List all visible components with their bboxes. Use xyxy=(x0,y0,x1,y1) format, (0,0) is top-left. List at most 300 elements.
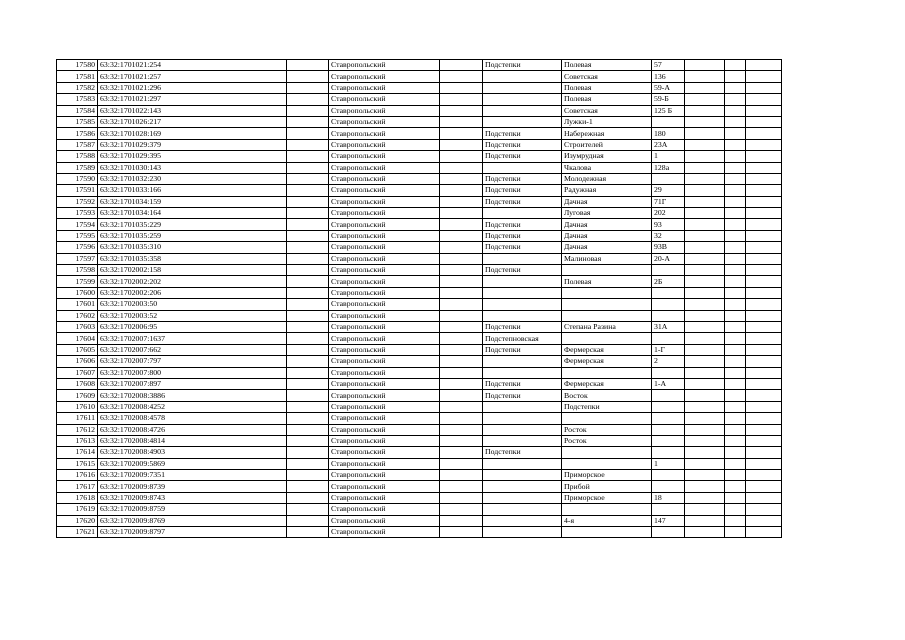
locality-cell: Подстепки xyxy=(483,378,562,389)
empty-cell xyxy=(685,287,725,298)
district-cell: Ставропольский xyxy=(329,196,440,207)
street-cell xyxy=(562,287,652,298)
empty-cell xyxy=(685,321,725,332)
row-number-cell: 17593 xyxy=(57,208,98,219)
cadastral-number-cell: 63:32:1702007:897 xyxy=(98,378,287,389)
empty-cell xyxy=(725,515,746,526)
locality-cell xyxy=(483,94,562,105)
table-row xyxy=(57,367,782,378)
empty-cell xyxy=(725,253,746,264)
street-cell: Дачная xyxy=(562,242,652,253)
table-row xyxy=(57,435,782,446)
locality-cell: Подстепки xyxy=(483,219,562,230)
street-cell: Малиновая xyxy=(562,253,652,264)
house-number-cell: 1 xyxy=(652,458,685,469)
empty-cell xyxy=(725,390,746,401)
table-body xyxy=(57,60,782,538)
cadastral-number-cell: 63:32:1701032:230 xyxy=(98,173,287,184)
empty-cell xyxy=(287,265,329,276)
row-number-cell: 17598 xyxy=(57,265,98,276)
empty-cell xyxy=(725,378,746,389)
house-number-cell xyxy=(652,299,685,310)
empty-cell xyxy=(746,504,782,515)
empty-cell xyxy=(725,447,746,458)
empty-cell xyxy=(287,242,329,253)
street-cell: Чкалова xyxy=(562,162,652,173)
empty-cell xyxy=(685,94,725,105)
empty-cell xyxy=(725,116,746,127)
empty-cell xyxy=(440,470,483,481)
empty-cell xyxy=(685,527,725,538)
empty-cell xyxy=(287,162,329,173)
empty-cell xyxy=(746,458,782,469)
empty-cell xyxy=(287,219,329,230)
house-number-cell: 202 xyxy=(652,208,685,219)
district-cell: Ставропольский xyxy=(329,242,440,253)
street-cell xyxy=(562,527,652,538)
empty-cell xyxy=(287,435,329,446)
row-number-cell: 17611 xyxy=(57,413,98,424)
locality-cell: Подстепки xyxy=(483,390,562,401)
cadastral-number-cell: 63:32:1702009:8759 xyxy=(98,504,287,515)
table-row xyxy=(57,94,782,105)
locality-cell xyxy=(483,515,562,526)
street-cell xyxy=(562,413,652,424)
table-row xyxy=(57,424,782,435)
empty-cell xyxy=(287,424,329,435)
empty-cell xyxy=(746,378,782,389)
empty-cell xyxy=(287,230,329,241)
empty-cell xyxy=(725,492,746,503)
empty-cell xyxy=(287,356,329,367)
empty-cell xyxy=(287,310,329,321)
empty-cell xyxy=(746,82,782,93)
street-cell: Лужки-1 xyxy=(562,116,652,127)
district-cell: Ставропольский xyxy=(329,219,440,230)
empty-cell xyxy=(746,196,782,207)
locality-cell: Подстепки xyxy=(483,196,562,207)
table-row xyxy=(57,116,782,127)
empty-cell xyxy=(685,492,725,503)
empty-cell xyxy=(287,447,329,458)
house-number-cell: 147 xyxy=(652,515,685,526)
cadastral-number-cell: 63:32:1701021:254 xyxy=(98,60,287,71)
street-cell xyxy=(562,299,652,310)
empty-cell xyxy=(287,94,329,105)
house-number-cell: 128а xyxy=(652,162,685,173)
street-cell: Советская xyxy=(562,71,652,82)
table-row xyxy=(57,162,782,173)
street-cell: Степана Разина xyxy=(562,321,652,332)
empty-cell xyxy=(746,287,782,298)
locality-cell xyxy=(483,82,562,93)
cadastral-number-cell: 63:32:1701030:143 xyxy=(98,162,287,173)
district-cell: Ставропольский xyxy=(329,527,440,538)
empty-cell xyxy=(440,208,483,219)
row-number-cell: 17616 xyxy=(57,470,98,481)
cadastral-number-cell: 63:32:1702007:1637 xyxy=(98,333,287,344)
row-number-cell: 17614 xyxy=(57,447,98,458)
empty-cell xyxy=(746,424,782,435)
row-number-cell: 17595 xyxy=(57,230,98,241)
empty-cell xyxy=(725,128,746,139)
district-cell: Ставропольский xyxy=(329,208,440,219)
empty-cell xyxy=(685,390,725,401)
empty-cell xyxy=(685,128,725,139)
empty-cell xyxy=(725,208,746,219)
street-cell: Дачная xyxy=(562,196,652,207)
row-number-cell: 17617 xyxy=(57,481,98,492)
empty-cell xyxy=(287,401,329,412)
empty-cell xyxy=(440,401,483,412)
house-number-cell: 20-А xyxy=(652,253,685,264)
locality-cell xyxy=(483,367,562,378)
empty-cell xyxy=(440,265,483,276)
cadastral-number-cell: 63:32:1702009:5869 xyxy=(98,458,287,469)
empty-cell xyxy=(725,299,746,310)
empty-cell xyxy=(287,527,329,538)
locality-cell xyxy=(483,492,562,503)
locality-cell xyxy=(483,424,562,435)
empty-cell xyxy=(287,321,329,332)
district-cell: Ставропольский xyxy=(329,265,440,276)
empty-cell xyxy=(685,299,725,310)
cadastral-number-cell: 63:32:1701035:358 xyxy=(98,253,287,264)
cadastral-number-cell: 63:32:1701021:297 xyxy=(98,94,287,105)
district-cell: Ставропольский xyxy=(329,310,440,321)
row-number-cell: 17602 xyxy=(57,310,98,321)
empty-cell xyxy=(287,413,329,424)
row-number-cell: 17619 xyxy=(57,504,98,515)
street-cell xyxy=(562,310,652,321)
cadastral-number-cell: 63:32:1702007:662 xyxy=(98,344,287,355)
empty-cell xyxy=(725,265,746,276)
cadastral-number-cell: 63:32:1702009:8739 xyxy=(98,481,287,492)
empty-cell xyxy=(440,447,483,458)
table-row xyxy=(57,151,782,162)
empty-cell xyxy=(725,435,746,446)
street-cell: Подстепки xyxy=(562,401,652,412)
empty-cell xyxy=(287,173,329,184)
table-row xyxy=(57,105,782,116)
empty-cell xyxy=(685,219,725,230)
empty-cell xyxy=(440,458,483,469)
row-number-cell: 17590 xyxy=(57,173,98,184)
empty-cell xyxy=(746,401,782,412)
district-cell: Ставропольский xyxy=(329,356,440,367)
row-number-cell: 17591 xyxy=(57,185,98,196)
empty-cell xyxy=(287,367,329,378)
empty-cell xyxy=(685,333,725,344)
empty-cell xyxy=(440,481,483,492)
cadastral-number-cell: 63:32:1701033:166 xyxy=(98,185,287,196)
locality-cell xyxy=(483,208,562,219)
house-number-cell xyxy=(652,310,685,321)
empty-cell xyxy=(440,253,483,264)
street-cell: Прибой xyxy=(562,481,652,492)
row-number-cell: 17605 xyxy=(57,344,98,355)
cadastral-number-cell: 63:32:1702003:50 xyxy=(98,299,287,310)
empty-cell xyxy=(440,242,483,253)
house-number-cell xyxy=(652,413,685,424)
row-number-cell: 17596 xyxy=(57,242,98,253)
row-number-cell: 17604 xyxy=(57,333,98,344)
cadastral-number-cell: 63:32:1701022:143 xyxy=(98,105,287,116)
empty-cell xyxy=(685,116,725,127)
district-cell: Ставропольский xyxy=(329,447,440,458)
empty-cell xyxy=(685,435,725,446)
empty-cell xyxy=(440,378,483,389)
empty-cell xyxy=(746,310,782,321)
house-number-cell xyxy=(652,435,685,446)
empty-cell xyxy=(685,173,725,184)
district-cell: Ставропольский xyxy=(329,424,440,435)
table-row xyxy=(57,481,782,492)
empty-cell xyxy=(725,162,746,173)
street-cell: Восток xyxy=(562,390,652,401)
house-number-cell xyxy=(652,116,685,127)
locality-cell xyxy=(483,413,562,424)
cadastral-number-cell: 63:32:1701035:259 xyxy=(98,230,287,241)
empty-cell xyxy=(287,515,329,526)
street-cell: Изумрудная xyxy=(562,151,652,162)
empty-cell xyxy=(685,356,725,367)
house-number-cell xyxy=(652,481,685,492)
street-cell: Набережная xyxy=(562,128,652,139)
empty-cell xyxy=(685,253,725,264)
empty-cell xyxy=(746,116,782,127)
district-cell: Ставропольский xyxy=(329,82,440,93)
row-number-cell: 17592 xyxy=(57,196,98,207)
cadastral-number-cell: 63:32:1702008:4903 xyxy=(98,447,287,458)
table-row xyxy=(57,242,782,253)
house-number-cell: 31А xyxy=(652,321,685,332)
empty-cell xyxy=(440,333,483,344)
empty-cell xyxy=(287,208,329,219)
cadastral-number-cell: 63:32:1702007:797 xyxy=(98,356,287,367)
table-row xyxy=(57,378,782,389)
cadastral-number-cell: 63:32:1701021:257 xyxy=(98,71,287,82)
table-row xyxy=(57,253,782,264)
house-number-cell: 93 xyxy=(652,219,685,230)
empty-cell xyxy=(685,242,725,253)
empty-cell xyxy=(685,344,725,355)
empty-cell xyxy=(725,401,746,412)
table-row xyxy=(57,299,782,310)
empty-cell xyxy=(287,492,329,503)
locality-cell: Подстепновская xyxy=(483,333,562,344)
street-cell: Радужная xyxy=(562,185,652,196)
cadastral-number-cell: 63:32:1701026:217 xyxy=(98,116,287,127)
cadastral-number-cell: 63:32:1702009:7351 xyxy=(98,470,287,481)
house-number-cell: 23А xyxy=(652,139,685,150)
cadastral-number-cell: 63:32:1702009:8769 xyxy=(98,515,287,526)
street-cell xyxy=(562,333,652,344)
house-number-cell: 93В xyxy=(652,242,685,253)
empty-cell xyxy=(440,151,483,162)
empty-cell xyxy=(725,458,746,469)
empty-cell xyxy=(287,458,329,469)
empty-cell xyxy=(287,287,329,298)
empty-cell xyxy=(685,60,725,71)
table-row xyxy=(57,515,782,526)
district-cell: Ставропольский xyxy=(329,390,440,401)
empty-cell xyxy=(440,515,483,526)
house-number-cell xyxy=(652,390,685,401)
empty-cell xyxy=(725,230,746,241)
empty-cell xyxy=(685,367,725,378)
table-row xyxy=(57,527,782,538)
row-number-cell: 17586 xyxy=(57,128,98,139)
district-cell: Ставропольский xyxy=(329,230,440,241)
row-number-cell: 17600 xyxy=(57,287,98,298)
empty-cell xyxy=(440,105,483,116)
empty-cell xyxy=(685,196,725,207)
empty-cell xyxy=(685,447,725,458)
row-number-cell: 17599 xyxy=(57,276,98,287)
empty-cell xyxy=(685,378,725,389)
house-number-cell: 1 xyxy=(652,151,685,162)
locality-cell: Подстепки xyxy=(483,128,562,139)
table-row xyxy=(57,356,782,367)
house-number-cell: 2 xyxy=(652,356,685,367)
cadastral-number-cell: 63:32:1702002:206 xyxy=(98,287,287,298)
empty-cell xyxy=(287,333,329,344)
empty-cell xyxy=(746,242,782,253)
empty-cell xyxy=(287,390,329,401)
street-cell: Полевая xyxy=(562,94,652,105)
empty-cell xyxy=(746,515,782,526)
district-cell: Ставропольский xyxy=(329,344,440,355)
cadastral-number-cell: 63:32:1701021:296 xyxy=(98,82,287,93)
empty-cell xyxy=(685,71,725,82)
district-cell: Ставропольский xyxy=(329,253,440,264)
empty-cell xyxy=(746,390,782,401)
row-number-cell: 17583 xyxy=(57,94,98,105)
street-cell: Луговая xyxy=(562,208,652,219)
house-number-cell xyxy=(652,447,685,458)
empty-cell xyxy=(440,390,483,401)
empty-cell xyxy=(746,447,782,458)
empty-cell xyxy=(287,378,329,389)
row-number-cell: 17620 xyxy=(57,515,98,526)
empty-cell xyxy=(287,276,329,287)
empty-cell xyxy=(746,94,782,105)
cadastral-number-cell: 63:32:1701034:164 xyxy=(98,208,287,219)
street-cell xyxy=(562,447,652,458)
table-row xyxy=(57,185,782,196)
locality-cell xyxy=(483,162,562,173)
row-number-cell: 17581 xyxy=(57,71,98,82)
empty-cell xyxy=(685,139,725,150)
district-cell: Ставропольский xyxy=(329,321,440,332)
district-cell: Ставропольский xyxy=(329,276,440,287)
cadastral-number-cell: 63:32:1702009:8797 xyxy=(98,527,287,538)
empty-cell xyxy=(440,196,483,207)
house-number-cell xyxy=(652,527,685,538)
empty-cell xyxy=(725,527,746,538)
cadastral-number-cell: 63:32:1702008:4726 xyxy=(98,424,287,435)
table-row xyxy=(57,60,782,71)
table-row xyxy=(57,390,782,401)
cadastral-number-cell: 63:32:1702002:158 xyxy=(98,265,287,276)
locality-cell xyxy=(483,504,562,515)
empty-cell xyxy=(725,139,746,150)
locality-cell xyxy=(483,356,562,367)
locality-cell: Подстепки xyxy=(483,151,562,162)
district-cell: Ставропольский xyxy=(329,173,440,184)
empty-cell xyxy=(685,151,725,162)
empty-cell xyxy=(287,82,329,93)
house-number-cell: 18 xyxy=(652,492,685,503)
empty-cell xyxy=(685,481,725,492)
table-row xyxy=(57,208,782,219)
table-row xyxy=(57,173,782,184)
cadastral-number-cell: 63:32:1702008:3886 xyxy=(98,390,287,401)
row-number-cell: 17587 xyxy=(57,139,98,150)
empty-cell xyxy=(725,356,746,367)
empty-cell xyxy=(725,94,746,105)
empty-cell xyxy=(746,128,782,139)
house-number-cell: 29 xyxy=(652,185,685,196)
locality-cell xyxy=(483,105,562,116)
street-cell xyxy=(562,458,652,469)
street-cell: Фермерская xyxy=(562,356,652,367)
table-row xyxy=(57,139,782,150)
district-cell: Ставропольский xyxy=(329,60,440,71)
street-cell: Полевая xyxy=(562,82,652,93)
house-number-cell xyxy=(652,173,685,184)
street-cell: Дачная xyxy=(562,219,652,230)
empty-cell xyxy=(746,105,782,116)
street-cell xyxy=(562,367,652,378)
table-row xyxy=(57,413,782,424)
street-cell: Росток xyxy=(562,435,652,446)
empty-cell xyxy=(725,105,746,116)
empty-cell xyxy=(287,299,329,310)
cadastral-number-cell: 63:32:1701035:310 xyxy=(98,242,287,253)
empty-cell xyxy=(685,504,725,515)
empty-cell xyxy=(725,60,746,71)
empty-cell xyxy=(746,527,782,538)
empty-cell xyxy=(746,321,782,332)
empty-cell xyxy=(725,242,746,253)
locality-cell xyxy=(483,481,562,492)
empty-cell xyxy=(746,470,782,481)
empty-cell xyxy=(685,185,725,196)
empty-cell xyxy=(746,367,782,378)
house-number-cell: 71Г xyxy=(652,196,685,207)
cadastral-number-cell: 63:32:1702006:95 xyxy=(98,321,287,332)
row-number-cell: 17603 xyxy=(57,321,98,332)
empty-cell xyxy=(746,230,782,241)
empty-cell xyxy=(725,82,746,93)
table-row xyxy=(57,310,782,321)
row-number-cell: 17613 xyxy=(57,435,98,446)
locality-cell xyxy=(483,310,562,321)
street-cell: 4-я xyxy=(562,515,652,526)
house-number-cell xyxy=(652,287,685,298)
empty-cell xyxy=(685,458,725,469)
district-cell: Ставропольский xyxy=(329,162,440,173)
house-number-cell: 59-А xyxy=(652,82,685,93)
empty-cell xyxy=(440,504,483,515)
locality-cell xyxy=(483,299,562,310)
cadastral-number-cell: 63:32:1702009:8743 xyxy=(98,492,287,503)
empty-cell xyxy=(725,321,746,332)
cadastral-number-cell: 63:32:1702008:4814 xyxy=(98,435,287,446)
district-cell: Ставропольский xyxy=(329,458,440,469)
